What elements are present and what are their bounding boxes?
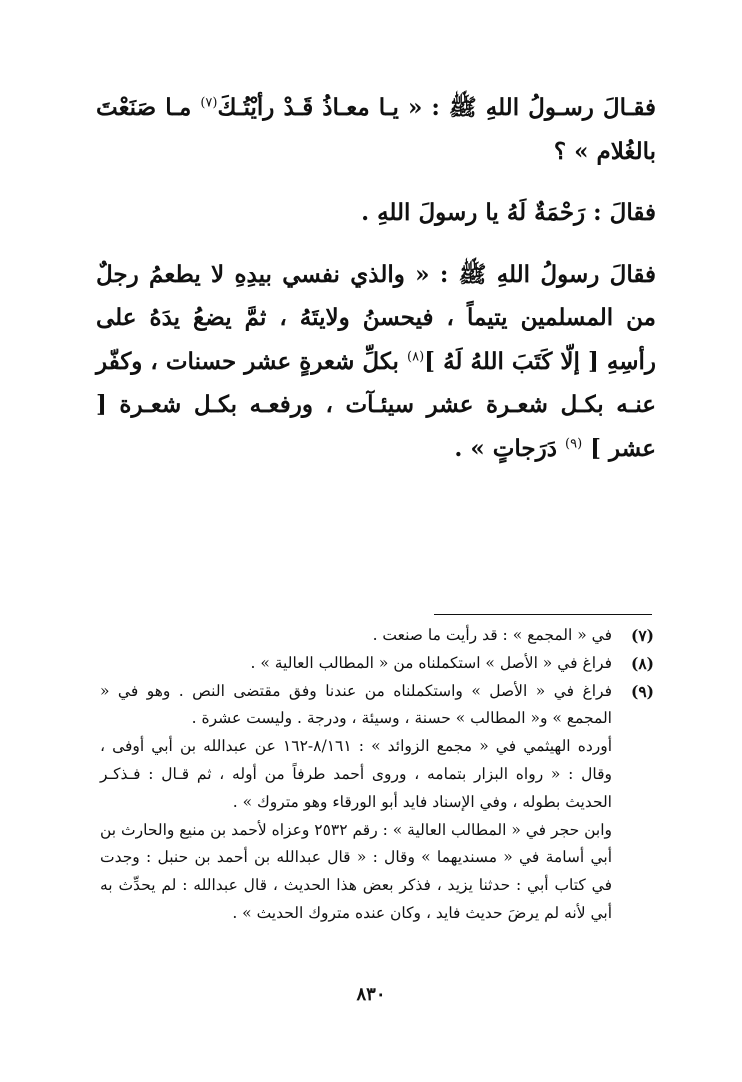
footnote-ref-7: (٧)	[200, 95, 218, 111]
paragraph-1-text-start: فقـالَ رسـولُ اللهِ ﷺ : « يـا معـاذُ قَـدْ رأيْتُـكَ	[217, 94, 656, 121]
footnote-number: (٩)	[630, 681, 654, 701]
paragraph-1	[96, 86, 656, 173]
footnote-9	[100, 678, 654, 928]
footnote-text: فراغ في « الأصل » استكملناه من « المطالب العالية » .	[250, 653, 612, 672]
paragraph-1-text-end: مـا صَنَعْتَ بالغُلام » ؟	[96, 94, 656, 165]
footnote-text: فراغ في « الأصل » واستكملناه من عندنا وفق مقتضى النص . وهو في « المجمع » و« المطالب » حسنة ، وسيئة ، ودرجة . وليست عشرة .	[100, 681, 612, 728]
paragraph-3	[96, 253, 656, 471]
page-number: ٨٣٠	[356, 984, 386, 1005]
footnote-ref-9: (٩)	[565, 435, 583, 451]
footnote-number: (٧)	[630, 626, 654, 645]
main-text	[96, 86, 656, 470]
footnote-ref-8: (٨)	[407, 348, 425, 364]
footnote-text: أورده الهيثمي في « مجمع الزوائد » : ٨/١٦١-١٦٢ عن عبدالله بن أبي أوفى ، وقال : « رواه البزار بتمامه ، وروى أحمد طرفاً من أوله ، ثم قـال : فـذكـر الحديث بطوله ، وفي الإسناد فايد أبو الورقاء وهو متروك » .	[100, 737, 612, 811]
footnotes	[100, 622, 654, 928]
footnote-text: وابن حجر في « المطالب العالية » : رقم ٢٥٣٢ وعزاه لأحمد بن منيع والحارث بن أبي أسامة في « مسنديهما » وقال : « قال عبدالله بن أحمد بن حنبل : وجدت في كتاب أبي : حدثنا يزيد ، فذكر بعض هذا الحديث ، قال عبدالله : لم يحدِّث به أبي لأنه لم يرضَ حديث فايد ، وكان عنده متروك الحديث » .	[100, 820, 612, 922]
paragraph-3-text-middle: بكلِّ شعرةٍ عشر حسنات ، وكفّر عنـه بكـل شعـرة عشر سيئـآت ، ورفعـه بكـل شعـرة [ عشر ]	[96, 347, 656, 462]
paragraph-3-text-end: دَرَجاتٍ » .	[454, 434, 557, 462]
footnote-8	[100, 650, 654, 678]
paragraph-3-text-start: فقالَ رسولُ اللهِ ﷺ : « والذي نفسي بيدِهِ لا يطعمُ رجلٌ من المسلمين يتيماً ، فيحسنُ ولايتَهُ ، ثمَّ يضعُ يدَهُ على رأسِهِ [ إلّا كَتَبَ اللهُ لَهُ ]	[96, 260, 657, 375]
footnote-7	[100, 622, 654, 650]
footnote-separator	[434, 614, 652, 615]
paragraph-2	[96, 191, 656, 235]
footnote-number: (٨)	[630, 653, 654, 673]
paragraph-2-text: فقالَ : رَحْمَةٌ لَهُ يا رسولَ اللهِ .	[361, 199, 656, 226]
footnote-text: في « المجمع » : قد رأيت ما صنعت .	[372, 626, 612, 644]
